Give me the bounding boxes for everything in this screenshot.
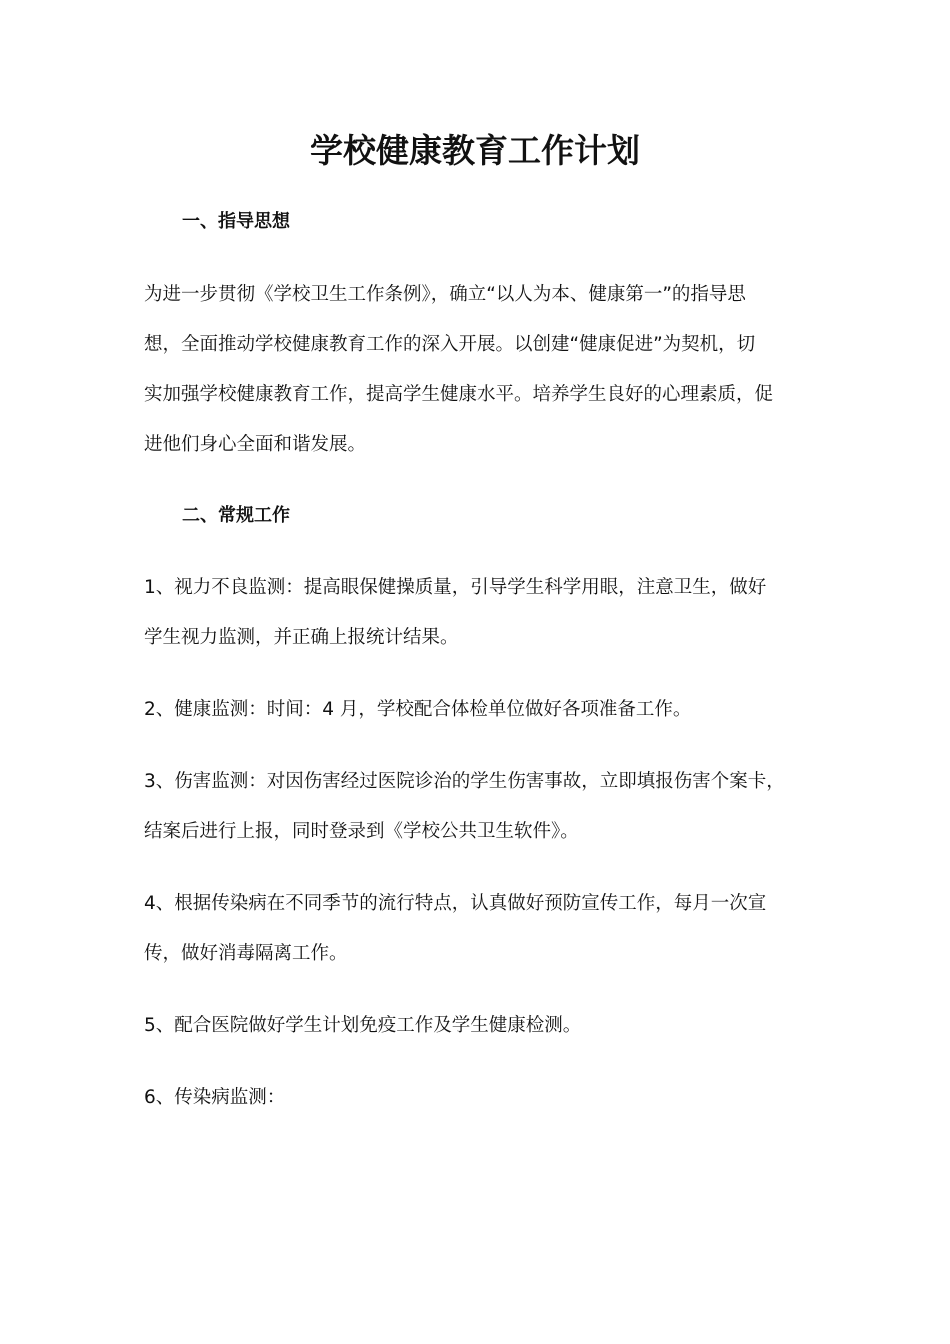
list-item-line: 2、健康监测：时间：4 月，学校配合体检单位做好各项准备工作。 (144, 699, 692, 720)
list-item-line: 1、视力不良监测：提高眼保健操质量，引导学生科学用眼，注意卫生，做好 (144, 577, 767, 598)
section1-paragraph (144, 270, 824, 470)
list-item-immunization (144, 1001, 824, 1051)
paragraph-line: 为进一步贯彻《学校卫生工作条例》，确立“以人为本、健康第一”的指导思 (144, 284, 746, 305)
paragraph-line: 进他们身心全面和谐发展。 (144, 434, 367, 455)
list-item-line: 5、配合医院做好学生计划免疫工作及学生健康检测。 (144, 1015, 582, 1036)
list-item-line: 学生视力监测，并正确上报统计结果。 (144, 627, 459, 648)
list-item-line: 3、伤害监测：对因伤害经过医院诊治的学生伤害事故，立即填报伤害个案卡， (144, 771, 785, 792)
list-item-line: 4、根据传染病在不同季节的流行特点，认真做好预防宣传工作，每月一次宣 (144, 893, 767, 914)
paragraph-line: 想，全面推动学校健康教育工作的深入开展。以创建“健康促进”为契机，切 (144, 334, 756, 355)
document-title: 学校健康教育工作计划 (310, 131, 640, 170)
list-item-injury-monitoring (144, 757, 824, 857)
section-heading-routine-work: 二、常规工作 (182, 505, 290, 526)
list-item-line: 6、传染病监测： (144, 1087, 286, 1108)
paragraph-line: 实加强学校健康教育工作，提高学生健康水平。培养学生良好的心理素质，促 (144, 384, 774, 405)
list-item-infectious-disease-monitoring (144, 1073, 824, 1123)
list-item-health-monitoring (144, 685, 824, 735)
list-item-disease-prevention (144, 879, 824, 979)
section-heading-guiding-ideology: 一、指导思想 (182, 211, 290, 232)
list-item-line: 结案后进行上报，同时登录到《学校公共卫生软件》。 (144, 821, 579, 842)
list-item-line: 传，做好消毒隔离工作。 (144, 943, 348, 964)
list-item-vision-monitoring (144, 563, 824, 663)
